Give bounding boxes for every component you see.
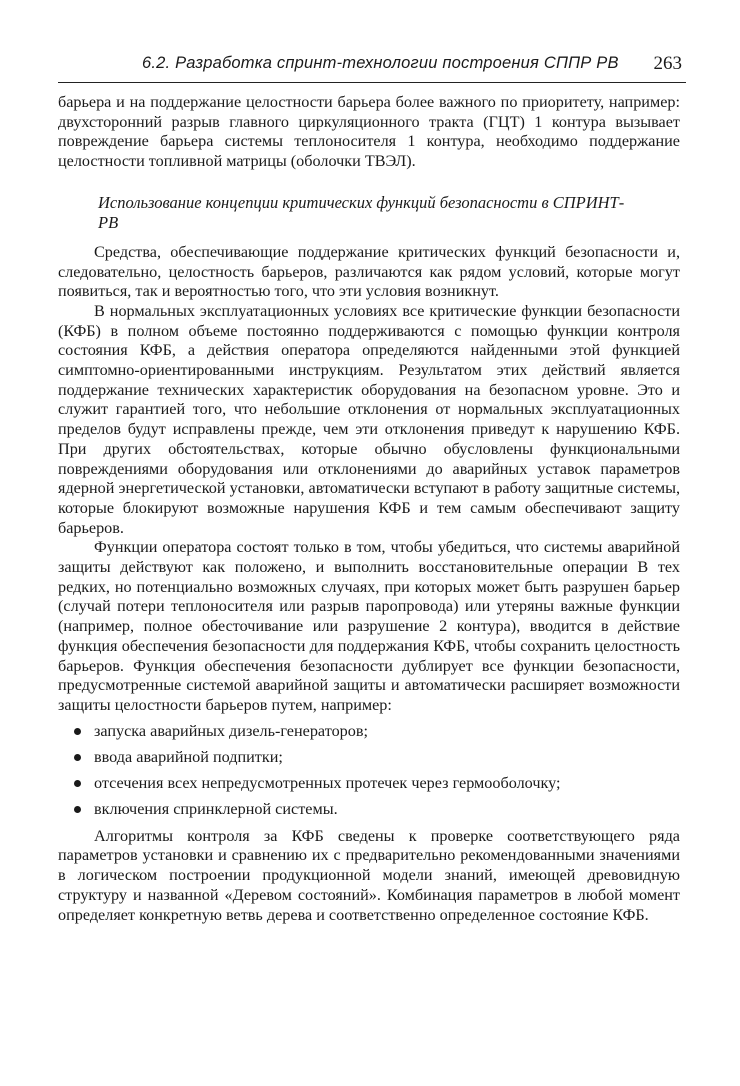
list-item	[58, 799, 680, 819]
bullet-icon	[74, 806, 81, 813]
bullet-icon	[74, 728, 81, 735]
paragraph-continued: барьера и на поддержание целостности барьера более важного по приоритету, например: двухсторонний разрыв главного циркуляционного тракта (ГЦТ) 1 контура вызывает повреждение барьера системы теплоносителя 1 контура, необходимо поддержание целостности топливной матрицы (оболочки ТВЭЛ).	[58, 93, 680, 171]
list-item	[58, 721, 680, 741]
bullet-icon	[74, 780, 81, 787]
bullet-icon	[74, 754, 81, 761]
running-title: 6.2. Разработка спринт-технологии построения СППР РВ	[142, 54, 619, 72]
page-body	[58, 93, 680, 925]
paragraph-2: В нормальных эксплуатационных условиях все критические функции безопасности (КФБ) в полном объеме постоянно поддерживаются с помощью функции контроля состояния КФБ, а действия оператора определяются найденными этой функцией симптомно-ориентированными инструкциям. Результатом этих действий является поддержание технических характеристик оборудования на безопасном уровне. Это и служит гарантией того, что небольшие отклонения от нормальных эксплуатационных пределов будут исправлены прежде, чем эти отклонения приведут к нарушению КФБ. При других обстоятельствах, которые обычно обусловлены функциональными повреждениями оборудования или отклонениями до аварийных уставок параметров ядерной энергетической установки, автоматически вступают в работу защитные системы, которые блокируют возможные нарушения КФБ и тем самым обеспечивают защиту барьеров.	[58, 301, 680, 537]
list-item-text: ввода аварийной подпитки;	[94, 747, 283, 766]
paragraph-4: Алгоритмы контроля за КФБ сведены к проверке соответствующего ряда параметров установки и сравнению их с предварительно рекомендованными значениями в логическом построении продукционной модели знаний, имеющей древовидную структуру и названной «Деревом состояний». Комбинация параметров в любой момент определяет конкретную ветвь дерева и соответственно определенное состояние КФБ.	[58, 826, 680, 924]
list-item	[58, 773, 680, 793]
list-item-text: запуска аварийных дизель-генераторов;	[94, 721, 368, 740]
paragraph-1: Средства, обеспечивающие поддержание критических функций безопасности и, следовательно, целостность барьеров, различаются как рядом условий, которые могут появиться, так и вероятностью того, что эти условия возникнут.	[58, 242, 680, 301]
list-item-text: включения спринклерной системы.	[94, 799, 338, 818]
paragraph-3: Функции оператора состоят только в том, чтобы убедиться, что системы аварийной защиты действуют как положено, и выполнить восстановительные операции В тех редких, но потенциально возможных случаях, при которых может быть разрушен барьер (случай потери теплоносителя или разрыв паропровода) или утеряны важные функции (например, полное обесточивание или разрушение 2 контура), вводится в действие функция обеспечения безопасности для поддержания КФБ, чтобы сохранить целостность барьеров. Функция обеспечения безопасности дублирует все функции безопасности, предусмотренные системой аварийной защиты и автоматически расширяет возможности защиты целостности барьеров путем, например:	[58, 538, 680, 714]
list-item	[58, 747, 680, 767]
list-item-text: отсечения всех непредусмотренных протечек через гермооболочку;	[94, 773, 561, 792]
bullet-list	[58, 721, 680, 819]
section-heading: Использование концепции критических функций безопасности в СПРИНТ-РВ	[98, 192, 625, 232]
running-header	[58, 52, 686, 83]
page-number: 263	[653, 53, 682, 74]
